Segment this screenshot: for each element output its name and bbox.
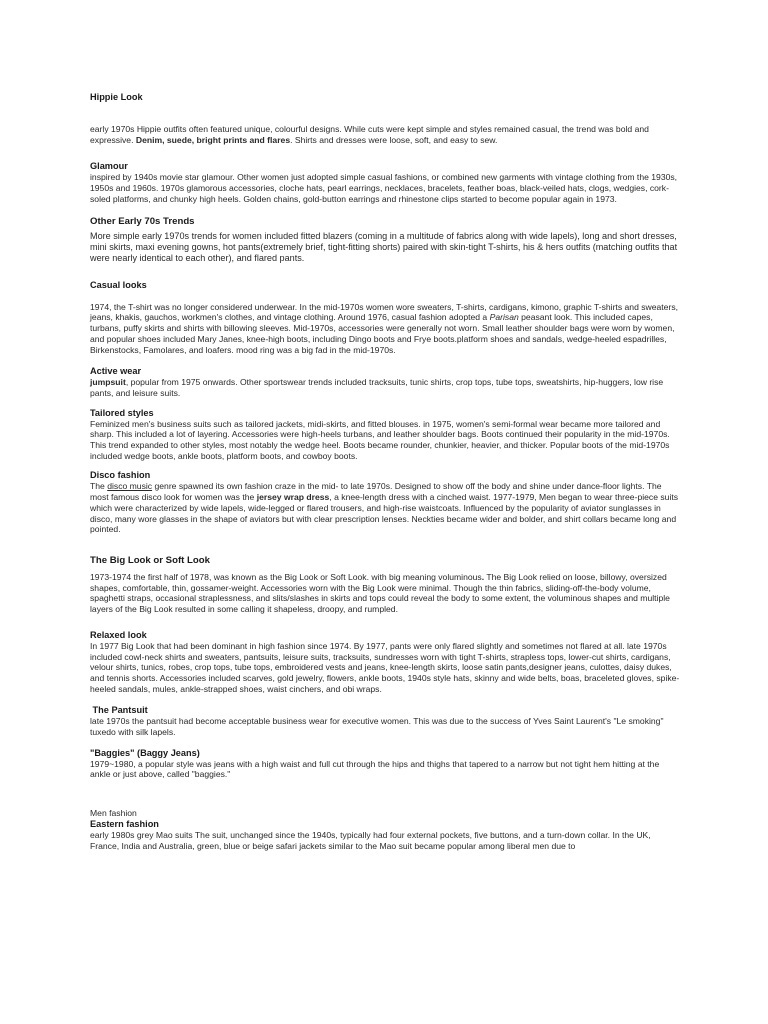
document-content [90,92,682,851]
heading-other-trends: Other Early 70s Trends [90,215,195,227]
paragraph-casual-looks: 1974, the T-shirt was no longer considered underwear. In the mid-1970s women wore sweaters, T-shirts, cardigans, kimono, graphic T-shirts and sweaters, jeans, khakis, gauchos, workmen's clothes, and vintage clothing. Around 1976, casual fashion adopted a Parisan peasant look. This included capes, turbans, puffy skirts and shirts with billowing sleeves. Mid-1970s, accessories were generally not worn. Small leather shoulder bags were worn by women, and popular shoes included Mary Janes, knee-high boots, including Dingo boots and Frye boots.platform shoes and sandals, wedge-heeled espadrilles, Birkenstocks, Famolares, and loafers. mood ring was a big fad in the mid-1970s. [90,301,679,355]
heading-baggies: "Baggies" (Baggy Jeans) [90,747,200,758]
paragraph-big-look: 1973-1974 the first half of 1978, was known as the Big Look or Soft Look. with big meaning voluminous. The Big Look relied on loose, billowy, oversized shapes, comfortable, thin, gossamer-weight. Accessories worn with the Big Look were minimal. Though the thin fabrics, sliding-off-the-body volume, spaghetti straps, occasional straplessness, and slits/slashes in skirts and tops could reveal the body to some extent, the voluminous shapes and multiple layers of the Big Look resulted in some calling it shapeless, droopy, and rumpled. [90,571,670,615]
paragraph-tailored-styles: Feminized men's business suits such as tailored jackets, midi-skirts, and fitted blouses. in 1975, women's semi-formal wear became more tailored and sharp. This included a lot of layering. Accessories were high-heels turbans, and leather shoulder bags. Boots continued their popularity in the mid-1970s. This trend expanded to other styles, most notably the wedge heel. Boots became rounder, chunkier, heavier, and thicker. Popular boots of the mid-1970s included wedge boots, ankle boots, platform boots, and cowboy boots. [90,418,670,461]
heading-casual-looks: Casual looks [90,279,147,290]
heading-big-look: The Big Look or Soft Look [90,554,210,566]
bold-jumpsuit-text: jumpsuit [90,377,126,388]
paragraph-disco-fashion: The disco music genre spawned its own fashion craze in the mid- to late 1970s. Designed to show off the body and shine under dance-floor lights. The most famous disco look for women was the jersey wrap dress, a knee-length dress with a cinched waist. 1977-1979, Men began to wear three-piece suits which were characterized by wide lapels, wide-legged or flared trousers, and high-rise waistcoats. Influenced by the popularity of aviator sunglasses in disco, many wore glasses in the shape of aviators but with clear prescription lenses. Neckties became wider and bolder, and shirt collars became long and pointed. [90,481,679,535]
paragraph-glamour: inspired by 1940s movie star glamour. Other women just adopted simple casual fashions, or combined new garments with vintage clothing from the 1930s, 1950s and 1960s. 1970s glamorous accessories, cloche hats, pearl earrings, necklaces, bracelets, feather boas, black-veiled hats, clogs, wedgies, cork-soled platforms, and chunky high heels. Golden chains, gold-button earrings and rhinestone clips started to become popular again in 1973. [90,172,678,204]
link-disco-music[interactable]: disco music [107,481,153,492]
heading-pantsuit: The Pantsuit [90,705,148,716]
heading-hippie-look: Hippie Look [90,92,143,102]
bold-denim-text: Denim, suede, bright prints and flares [135,134,291,145]
heading-eastern-fashion: Eastern fashion [90,818,159,829]
heading-relaxed-look: Relaxed look [90,629,147,640]
paragraph-baggies: 1979~1980, a popular style was jeans with a high waist and full cut through the hips and thighs that tapered to a narrow but not tight hem hitting at the ankle or just above, called "baggies." [90,758,660,780]
italic-parisan-text: Parisan [489,312,519,323]
paragraph-hippie-look: early 1970s Hippie outfits often featured unique, colourful designs. While cuts were kept simple and styles remained casual, the trend was bold and expressive. Denim, suede, bright prints and flares. Shirts and dresses were loose, soft, and easy to sew. [90,124,649,145]
paragraph-pantsuit: late 1970s the pantsuit had become acceptable business wear for executive women. This was due to the success of Yves Saint Laurent's "Le smoking" tuxedo with silk lapels. [90,716,664,738]
label-men-fashion: Men fashion [90,808,137,819]
paragraph-other-trends: More simple early 1970s trends for women included fitted blazers (coming in a multitude of fabrics along with wide lapels), long and short dresses, mini skirts, maxi evening gowns, hot pants(extremely brief, tight-fitting shorts) paired with skin-tight T-shirts, his & hers outfits (matching outfits that were nearly identical to each other), and flared pants. [90,230,678,264]
heading-glamour: Glamour [90,161,128,172]
bold-jersey-wrap-dress-text: jersey wrap dress [256,492,330,503]
heading-tailored-styles: Tailored styles [90,407,154,418]
paragraph-eastern-fashion: early 1980s grey Mao suits The suit, unchanged since the 1940s, typically had four external pockets, five buttons, and a turn-down collar. In the UK, France, India and Australia, green, blue or beige safari jackets similar to the Mao suit became popular among liberal men due to [90,829,651,851]
paragraph-active-wear: jumpsuit, popular from 1975 onwards. Other sportswear trends included tracksuits, tunic shirts, crop tops, tube tops, sweatshirts, hip-huggers, low rise pants, and leisure suits. [90,377,664,398]
heading-disco-fashion: Disco fashion [90,470,151,481]
paragraph-relaxed-look: In 1977 Big Look that had been dominant in high fashion since 1974. By 1977, pants were only flared slightly and sometimes not flared at all. late 1970s included cowl-neck shirts and sweaters, pantsuits, leisure suits, tracksuits, sundresses worn with tight T-shirts, strapless tops, lower-cut shirts, cardigans, velour shirts, tunics, robes, crop tops, tube tops, embroidered vests and jeans, knee-length skirts, loose satin pants,designer jeans, culottes, daisy dukes, and tennis shorts. Accessories included scarves, gold jewelry, flowers, ankle boots, 1940s style hats, skinny and wide belts, boas, braceleted gloves, spike-heeled sandals, mules, ankle-strapped shoes, waist cinchers, and obi wraps. [90,640,680,694]
heading-active-wear: Active wear [90,366,142,377]
